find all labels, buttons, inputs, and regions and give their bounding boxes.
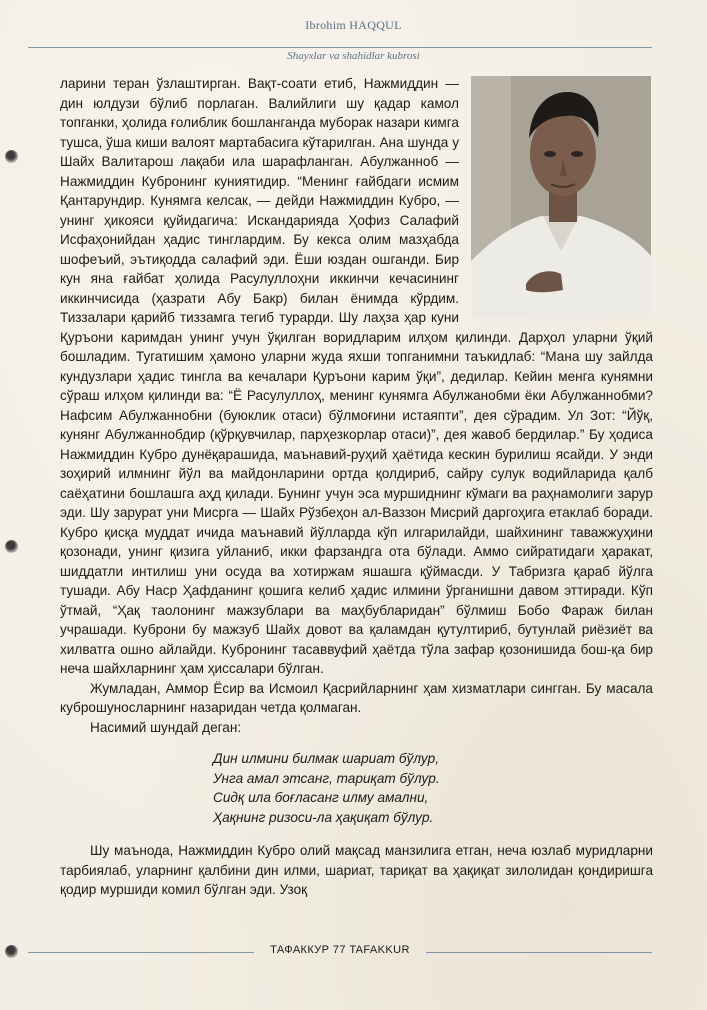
paragraph-1: ларини теран ўзлаштирган. Вақт-соати етиб, Нажмиддин — дин юлдузи бўлиб порлаган. Валийлиги шу қадар камол топганки, ҳолида ғолиблик бошланганда муборак назари кимга тушса, ўша киши валоят мартабасига кўтарилган. Ана шунда у Шайх Валитарош лақаби ила шарафланган. Абулжанноб — Нажмиддин Кубронинг куниятидир. “Менинг ғайбдаги исмим Қантарундир. Кунямга келсак, — дейди Нажмиддин Кубро, — унинг ҳикояси қуйидагича: Искандарияда Ҳофиз Салафий Исфаҳонийдан ҳадис тинглардим. Бу кекса олим мазҳабда шофеъий, эътиқодда салафий эди. Ёши юздан ошганди. Бир кун яна ғайбат ҳолида Расулуллоҳни иккинчи кечасининг иккинчисида (ҳазрати Абу Бакр) билан ёнимда кўрдим. Тиззалари қарийб тиззамга тегиб турарди. Шу лаҳза ҳар куни Қуръони каримдан унинг учун ўқилган воридларим илҳом қилинди. Дарҳол уларни ўқий бошладим. Тугатишим ҳамоно уларни жуда яхши топганимни таъкидлаб: “Мана шу зайлда кундузлари ҳадис тингла ва кечалари Қуръони карим ўқи”, дедилар. Кейин менга кунямни сўраш илҳом қилинди ва: “Ё Расулуллоҳ, менинг кунямга Абулжанобми ёки Абулжаннобми? Нафсим Абулжаннобни (буюклик отаси) бўлмоғини истаяпти”, дея сўрадим. Ул Зот: “Йўқ, кунянг Абулжаннобдир (қўрқувчилар, парҳезкорлар отаси)”, дея жавоб бердилар.” Бу ҳодиса Нажмиддин Кубро дунёқарашида, маънавий-руҳий ҳаётида кескин бурилиш ясайди. У энди зоҳирий илмнинг йўл ва майдонларини ортда қолдириб, сайру сулук водийларида қалб саёҳатини бошлашга аҳд қилади. Бунинг учун эса муршиднинг кўмаги ва раҳнамолиги зарур эди. Шу зарурат уни Мисрга — Шайх Рўзбеҳон ал-Ваззон Мисрий даргоҳига етаклаб боради. Кубро қисқа муддат ичида маънавий йўлларда кўп илгарилайди, шайхининг таважжуҳини қозонади, унинг қизига уйланиб, икки фарзандга ота бўлади. Аммо сийратидаги ҳаракат, шиддатли интилиш уни осуда ва хотиржам яшашга қўймасди. У Табризга қараб йўлга тушади. Абу Наср Ҳафданинг қошига келиб ҳадис илмини ўрганишни давом эттиради. Кўп ўтмай, “Ҳақ таолонинг мажзублари ва маҳбубларидан” бўлмиш Бобо Фараж билан учрашади. Куброни бу мажзуб Шайх довот ва қаламдан қутултириб, бутунлай риёзиёт ва хилватга ошно айлайди. Кубронинг тасаввуфий ҳаётда тўла зафар қозонишида бош-қа бир неча шайхларнинг ҳам ҳиссалари бўлган. xyxy=(60,76,653,676)
footer-text: ТАФАККУР 77 TAFAKKUR xyxy=(270,944,410,956)
footer-rule xyxy=(426,952,652,953)
poem-line: Сидқ ила боғласанг илму амални, xyxy=(213,790,429,805)
header-rule xyxy=(28,47,652,48)
header-author: Ibrohim HAQQUL xyxy=(305,18,402,32)
header-subtitle: Shayxlar va shahidlar kubrosi xyxy=(287,50,420,62)
main-paragraph xyxy=(60,74,653,679)
poem-line: Дин илмини билмак шариат бўлур, xyxy=(213,751,439,766)
page-footer xyxy=(28,944,652,960)
paragraph-2: Жумладан, Аммор Ёсир ва Исмоил Қасрийларнинг ҳам хизматлари сингган. Бу масала куброшуносларнинг назаридан четда қолмаган. xyxy=(60,680,653,715)
binder-hole xyxy=(5,150,18,163)
paragraph-3: Шу маънода, Нажмиддин Кубро олий мақсад манзилига етган, неча юзлаб муридларни тарбиялаб, уларнинг қалбини дин илми, шариат, тариқат ва ҳақиқат зилолидан қондиришга қодир муршиди комил бўлган эди. Узоқ xyxy=(60,843,653,897)
poem-intro: Насимий шундай деган: xyxy=(90,719,242,735)
page-header xyxy=(0,0,707,70)
binder-hole xyxy=(5,540,18,553)
article-text xyxy=(60,74,653,900)
poem-line: Ҳақнинг ризоси-ла ҳақиқат бўлур. xyxy=(213,809,434,825)
poem xyxy=(213,749,653,827)
poem-line: Унга амал этсанг, тариқат бўлур. xyxy=(213,770,440,786)
binder-hole xyxy=(5,945,18,958)
